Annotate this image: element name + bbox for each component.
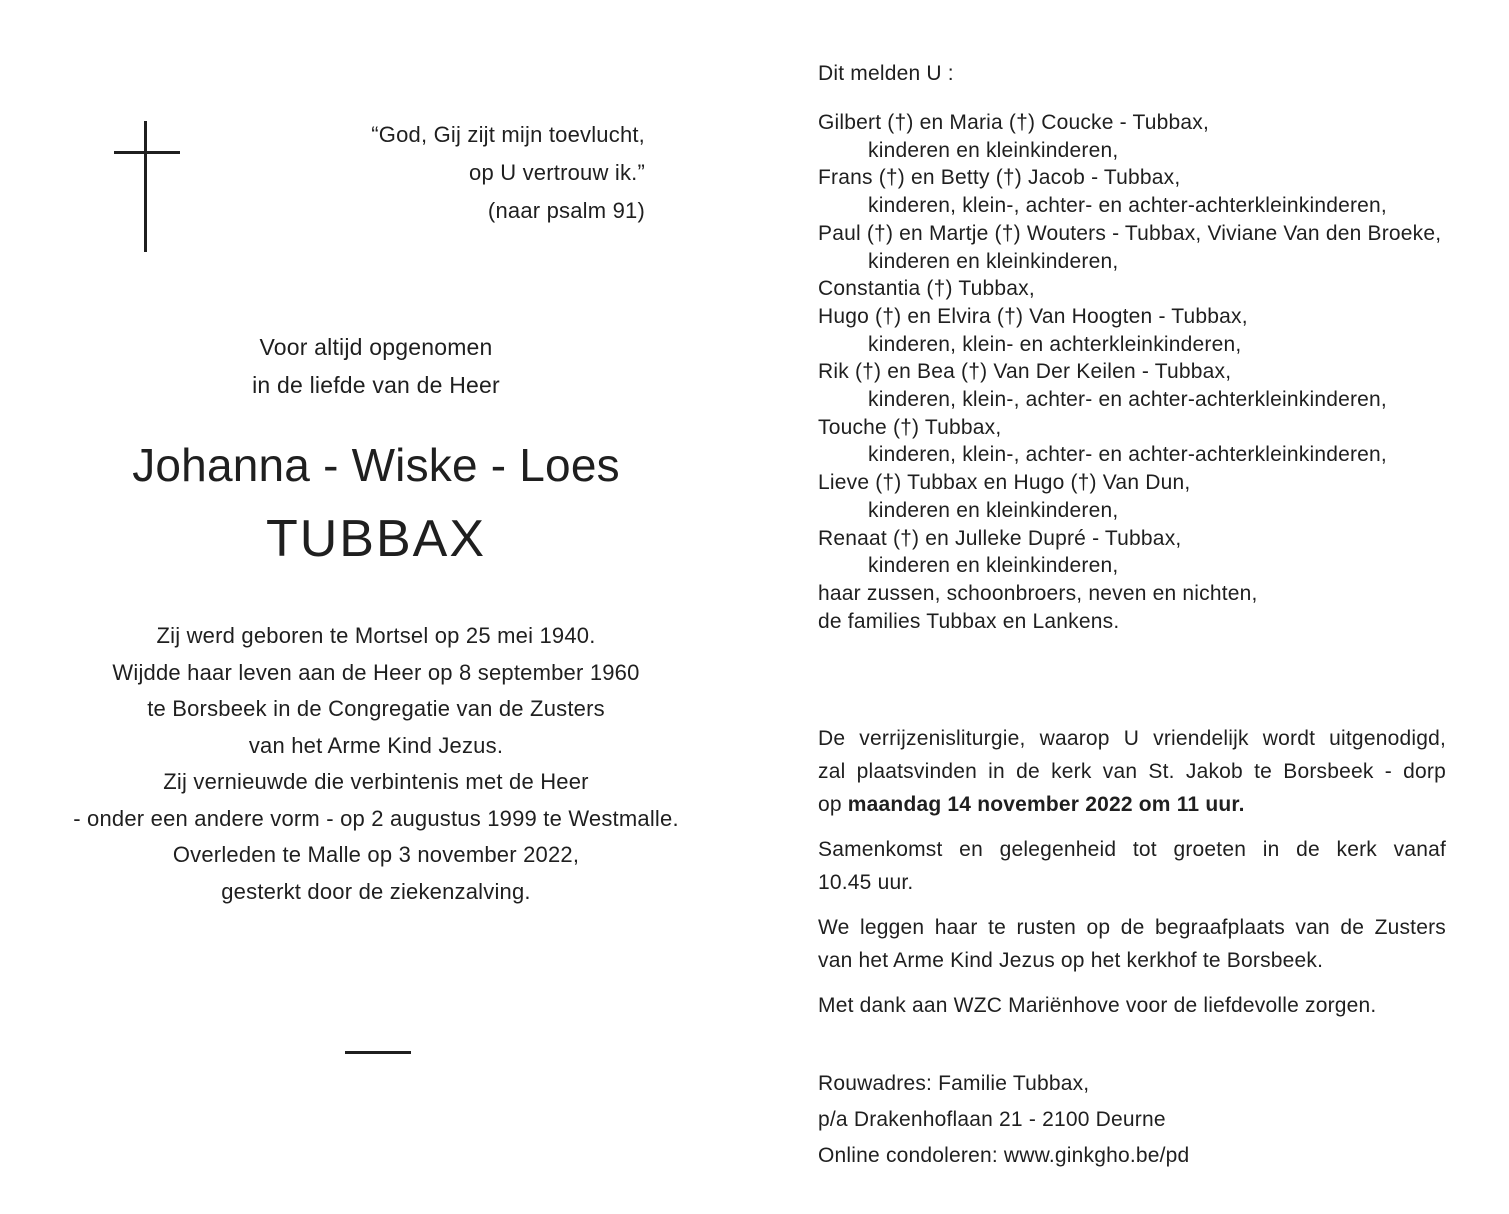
gathering-paragraph (818, 833, 1446, 899)
family-line: haar zussen, schoonbroers, neven en nichten, (818, 581, 1258, 605)
thanks-paragraph (818, 989, 1446, 1022)
family-line: Rik (†) en Bea (†) Van Der Keilen - Tubbax, (818, 360, 1232, 384)
mourning-address-line: p/a Drakenhoflaan 21 - 2100 Deurne (818, 1108, 1166, 1131)
family-line: Renaat (†) en Julleke Dupré - Tubbax, (818, 526, 1182, 550)
gathering-line: 10.45 uur. (818, 871, 914, 894)
family-line: kinderen, klein-, achter- en achter-achterkleinkinderen, (868, 443, 1387, 467)
family-line: de families Tubbax en Lankens. (818, 609, 1120, 633)
family-line: kinderen en kleinkinderen, (868, 554, 1119, 578)
burial-line: We leggen haar te rusten op de begraafplaats van de Zusters (818, 916, 1446, 939)
burial-line: van het Arme Kind Jezus op het kerkhof te Borsbeek. (818, 949, 1324, 972)
deceased-given-names: Johanna - Wiske - Loes (132, 439, 620, 491)
liturgy-line: De verrijzenisliturgie, waarop U vriendelijk wordt uitgenodigd, (818, 727, 1446, 750)
family-line: kinderen, klein- en achterkleinkinderen, (868, 332, 1242, 356)
biography-line: Zij werd geboren te Mortsel op 25 mei 1940. (156, 623, 596, 648)
liturgy-date-line (818, 788, 1446, 821)
liturgy-date-bold: maandag 14 november 2022 om 11 uur. (847, 793, 1245, 816)
family-line: Frans (†) en Betty (†) Jacob - Tubbax, (818, 166, 1181, 190)
family-line: kinderen en kleinkinderen, (868, 249, 1119, 273)
psalm-quote-line: op U vertrouw ik.” (469, 160, 645, 185)
family-line: kinderen, klein-, achter- en achter-achterkleinkinderen, (868, 194, 1387, 218)
thanks-line: Met dank aan WZC Mariënhove voor de liefdevolle zorgen. (818, 994, 1377, 1017)
announcement-heading: Dit melden U : (818, 62, 954, 85)
psalm-quote (145, 116, 645, 230)
intro-line: in de liefde van de Heer (252, 372, 500, 398)
psalm-quote-attribution: (naar psalm 91) (487, 198, 645, 223)
biography-line: - onder een andere vorm - op 2 augustus 1999 te Westmalle. (73, 805, 679, 831)
mourning-address-line: Rouwadres: Familie Tubbax, (818, 1072, 1090, 1095)
family-list (818, 109, 1458, 635)
biography-line: Wijdde haar leven aan de Heer op 8 september 1960 (112, 659, 640, 685)
intro-text (70, 328, 682, 404)
funeral-details (818, 722, 1446, 1034)
biography-line: Overleden te Malle op 3 november 2022, (172, 842, 580, 867)
liturgy-line: zal plaatsvinden in de kerk van St. Jakob te Borsbeek - dorp (818, 760, 1446, 783)
burial-paragraph (818, 911, 1446, 977)
biography (70, 618, 682, 910)
biography-line: van het Arme Kind Jezus. (248, 732, 504, 758)
family-line: Hugo (†) en Elvira (†) Van Hoogten - Tubbax, (818, 304, 1248, 328)
intro-line: Voor altijd opgenomen (259, 334, 493, 360)
biography-line: gesterkt door de ziekenzalving. (221, 878, 531, 904)
family-line: kinderen en kleinkinderen, (868, 498, 1119, 522)
family-line: Touche (†) Tubbax, (818, 415, 1002, 439)
mourning-address (818, 1066, 1446, 1174)
liturgy-paragraph (818, 722, 1446, 821)
gathering-line: Samenkomst en gelegenheid tot groeten in de kerk vanaf (818, 838, 1446, 861)
psalm-quote-line: “God, Gij zijt mijn toevlucht, (371, 122, 645, 147)
liturgy-date-prefix: op (818, 793, 848, 816)
divider-rule (345, 1051, 411, 1054)
biography-line: te Borsbeek in de Congregatie van de Zusters (147, 696, 605, 721)
family-line: kinderen, klein-, achter- en achter-achterkleinkinderen, (868, 388, 1387, 412)
family-line: kinderen en kleinkinderen, (868, 138, 1119, 162)
family-line: Constantia (†) Tubbax, (818, 277, 1035, 301)
online-condolence-line: Online condoleren: www.ginkgho.be/pd (818, 1144, 1190, 1167)
family-line: Paul (†) en Martje (†) Wouters - Tubbax, Viviane Van den Broeke, (818, 221, 1442, 245)
family-line: Lieve (†) Tubbax en Hugo (†) Van Dun, (818, 471, 1191, 495)
family-line: Gilbert (†) en Maria (†) Coucke - Tubbax, (818, 111, 1210, 134)
biography-line: Zij vernieuwde die verbintenis met de Heer (163, 769, 589, 794)
deceased-surname: TUBBAX (265, 510, 487, 568)
